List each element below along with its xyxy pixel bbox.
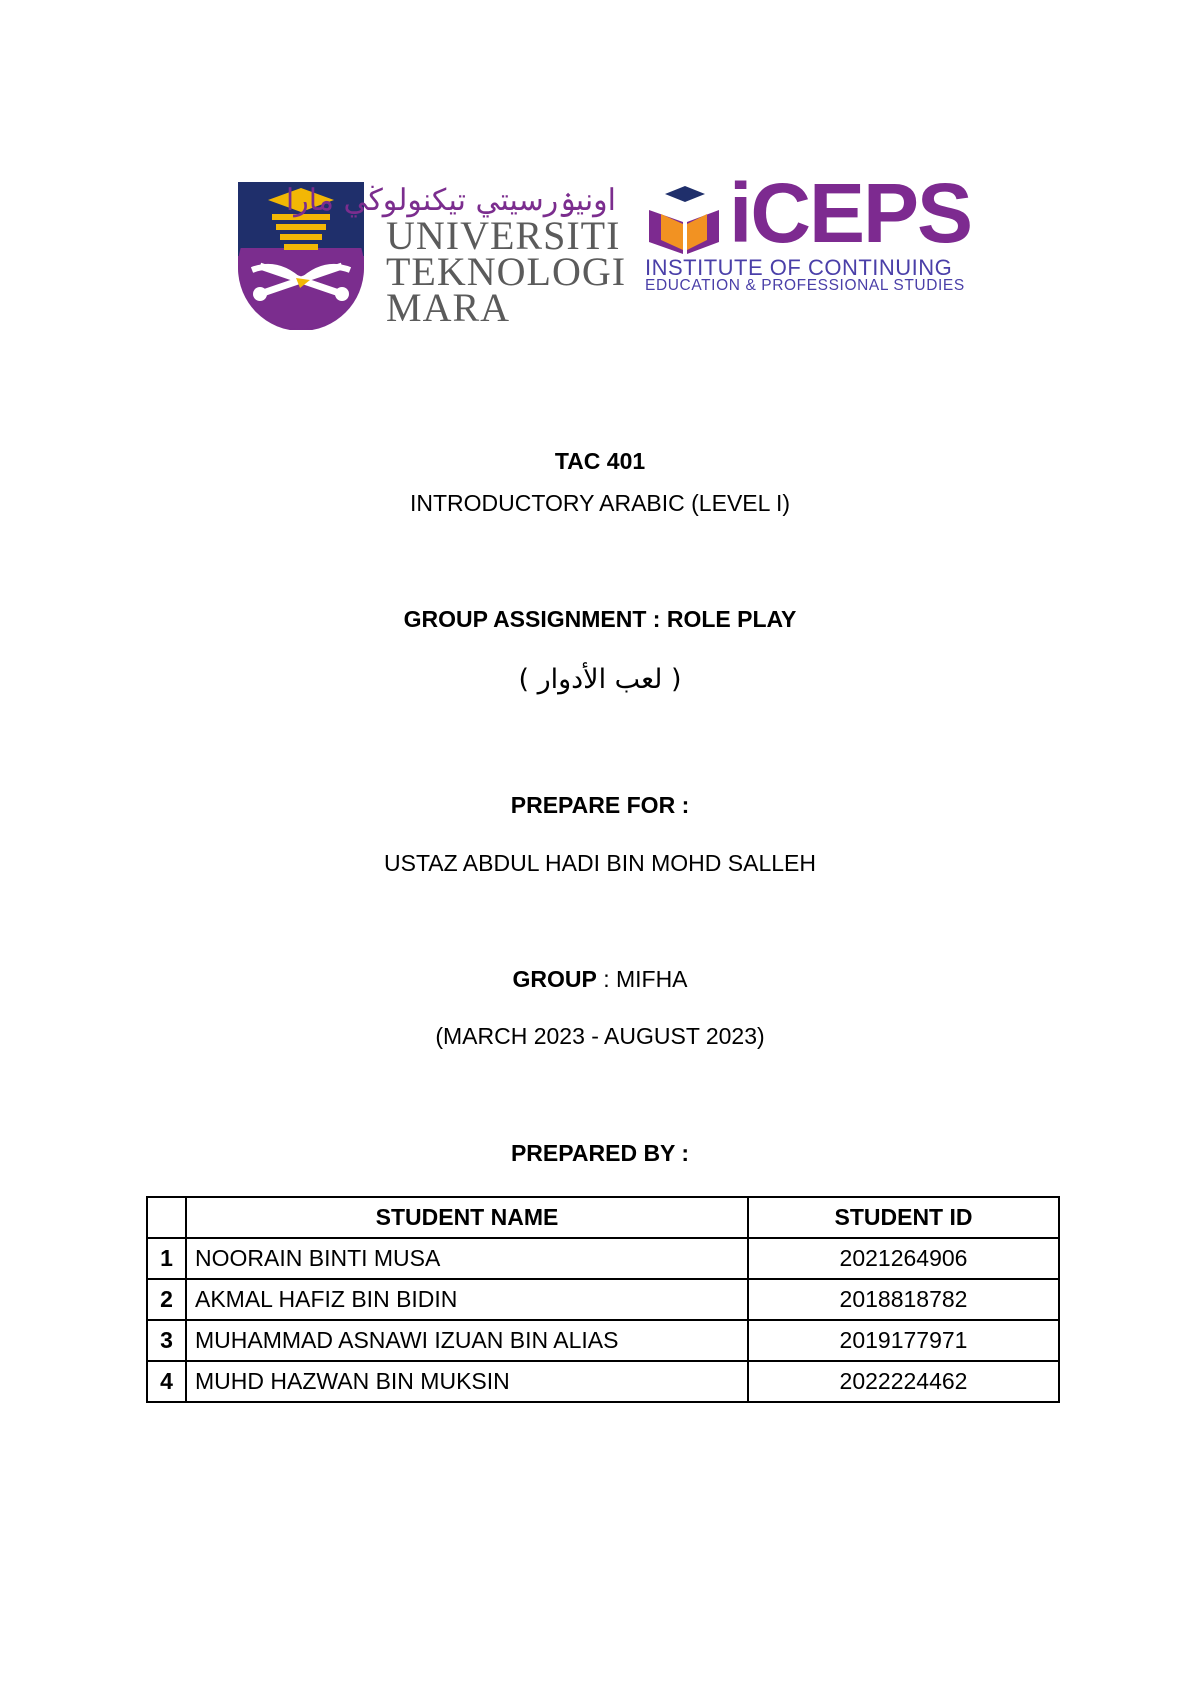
iceps-tagline-2: EDUCATION & PROFESSIONAL STUDIES — [645, 277, 965, 294]
table-row — [147, 1279, 1059, 1320]
group-label: GROUP — [512, 966, 597, 992]
table-row — [147, 1361, 1059, 1402]
row-number: 4 — [147, 1361, 186, 1402]
student-id: 2019177971 — [748, 1320, 1059, 1361]
lecturer-name: USTAZ ABDUL HADI BIN MOHD SALLEH — [384, 850, 816, 876]
uitm-wordmark — [285, 183, 627, 330]
assignment-title: GROUP ASSIGNMENT : ROLE PLAY — [403, 606, 797, 632]
prepare-for-label: PREPARE FOR : — [510, 792, 690, 818]
student-name: NOORAIN BINTI MUSA — [186, 1238, 748, 1279]
student-id: 2022224462 — [748, 1361, 1059, 1402]
group-value: : MIFHA — [603, 966, 688, 992]
group-line — [0, 965, 1200, 993]
student-name: MUHAMMAD ASNAWI IZUAN BIN ALIAS — [186, 1320, 748, 1361]
table-row — [147, 1320, 1059, 1361]
header-student-id: STUDENT ID — [748, 1197, 1059, 1238]
student-name: AKMAL HAFIZ BIN BIDIN — [186, 1279, 748, 1320]
student-table — [146, 1196, 1060, 1403]
uitm-word-2: TEKNOLOGI — [386, 249, 627, 294]
student-name: MUHD HAZWAN BIN MUKSIN — [186, 1361, 748, 1402]
assignment-arabic-title: ( لعب الأدوار ) — [518, 664, 682, 695]
session-period: (MARCH 2023 - AUGUST 2023) — [435, 1023, 765, 1049]
row-number: 1 — [147, 1238, 186, 1279]
student-id: 2018818782 — [748, 1279, 1059, 1320]
row-number: 2 — [147, 1279, 186, 1320]
uitm-jawi-text: اونيۏرسيتي تيكنولوڬي مارا — [285, 183, 616, 218]
prepared-by-label: PREPARED BY : — [510, 1140, 690, 1166]
iceps-name: iCEPS — [729, 166, 972, 260]
course-title: INTRODUCTORY ARABIC (LEVEL I) — [409, 490, 791, 516]
book-graduation-cap-icon — [645, 184, 725, 256]
uitm-word-3: MARA — [386, 285, 511, 330]
header-student-name: STUDENT NAME — [186, 1197, 748, 1238]
iceps-tagline-1: INSTITUTE OF CONTINUING — [645, 255, 953, 280]
course-code: TAC 401 — [554, 448, 646, 474]
row-number: 3 — [147, 1320, 186, 1361]
uitm-word-1: UNIVERSITI — [386, 213, 621, 258]
student-id: 2021264906 — [748, 1238, 1059, 1279]
uitm-logo — [238, 182, 627, 332]
header-no — [147, 1197, 186, 1238]
iceps-logo — [645, 166, 975, 295]
table-header-row — [147, 1197, 1059, 1238]
table-row — [147, 1238, 1059, 1279]
